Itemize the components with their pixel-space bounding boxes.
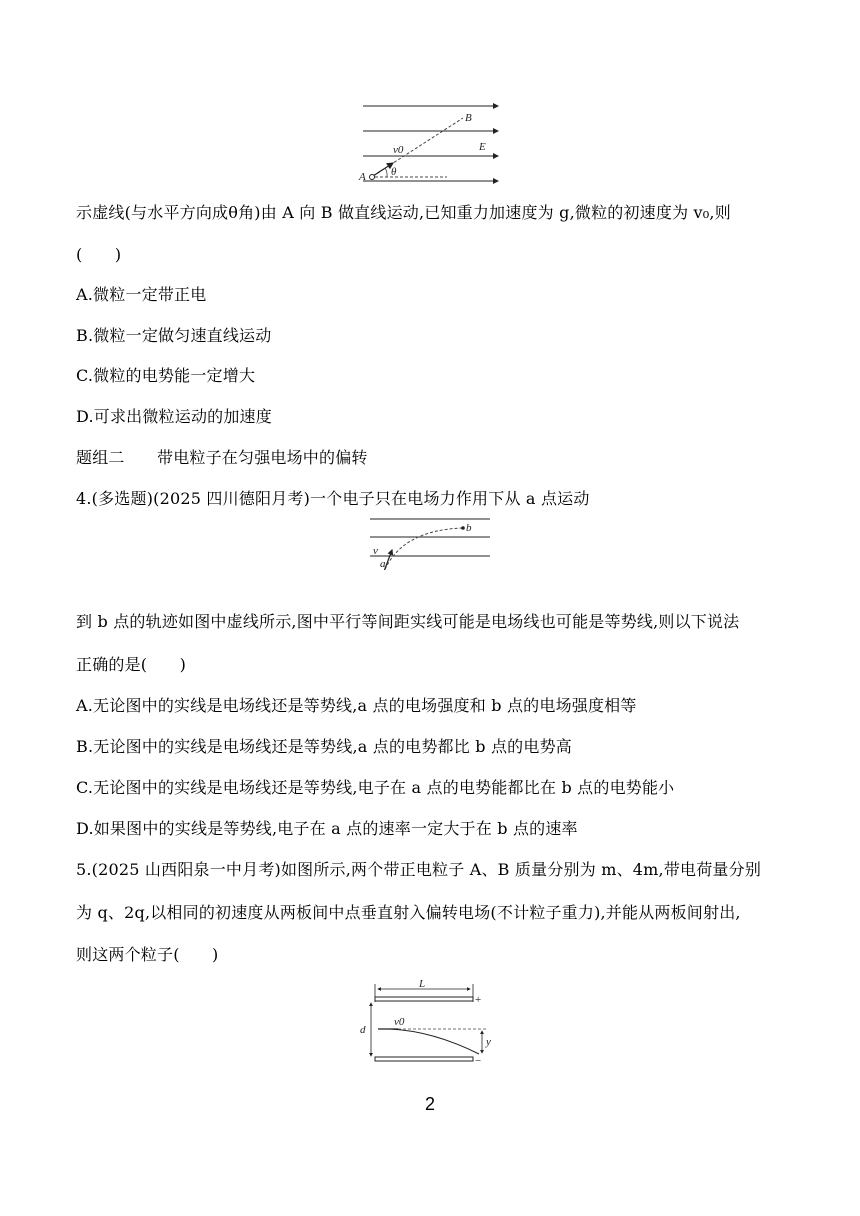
label-b: b xyxy=(466,522,472,534)
q4-option-c: C.无论图中的实线是电场线还是等势线,电子在 a 点的电势能都比在 b 点的电势能小 xyxy=(76,778,675,797)
label-v0: v0 xyxy=(394,1016,405,1028)
label-a: A xyxy=(359,171,366,183)
q3-option-d: D.可求出微粒运动的加速度 xyxy=(76,407,272,426)
q5-stem-line3: 则这两个粒子( ) xyxy=(76,945,219,964)
label-a: a xyxy=(380,558,386,570)
label-plus: + xyxy=(475,994,482,1006)
q4-stem-line1: 4.(多选题)(2025 四川德阳月考)一个电子只在电场力作用下从 a 点运动 xyxy=(76,489,590,508)
label-d: d xyxy=(360,1024,366,1036)
velocity-vector xyxy=(373,163,393,176)
q4-option-d: D.如果图中的实线是等势线,电子在 a 点的速率一定大于在 b 点的速率 xyxy=(76,819,578,838)
label-v: v xyxy=(373,545,378,557)
page-number: 2 xyxy=(424,1094,435,1114)
figure-electron-label-a xyxy=(378,555,392,569)
upper-plate xyxy=(375,997,473,1001)
label-v0: v0 xyxy=(393,144,404,156)
angle-arc xyxy=(385,168,387,177)
label-minus: − xyxy=(475,1055,482,1066)
trajectory-dashed xyxy=(383,528,463,570)
particle-a xyxy=(370,175,375,180)
q3-stem-line1: 示虚线(与水平方向成θ角)由 A 向 B 做直线运动,已知重力加速度为 g,微粒的初速度为 v₀,则 xyxy=(76,203,731,222)
q3-stem-line2: ( ) xyxy=(76,245,122,264)
figure-deflection-plates xyxy=(358,980,503,1066)
label-b: B xyxy=(465,112,472,124)
q3-option-a: A.微粒一定带正电 xyxy=(76,285,207,304)
label-theta: θ xyxy=(391,166,397,178)
q4-stem-line2: 到 b 点的轨迹如图中虚线所示,图中平行等间距实线可能是电场线也可能是等势线,则以下说法 xyxy=(76,612,740,631)
deflection-path xyxy=(390,1029,479,1054)
q5-stem-line2: 为 q、2q,以相同的初速度从两板间中点垂直射入偏转电场(不计粒子重力),并能从两板间射出, xyxy=(76,903,741,922)
q3-option-c: C.微粒的电势能一定增大 xyxy=(76,366,256,385)
q4-option-a: A.无论图中的实线是电场线还是等势线,a 点的电场强度和 b 点的电场强度相等 xyxy=(76,696,637,715)
point-b xyxy=(461,526,465,530)
q4-stem-line3: 正确的是( ) xyxy=(76,655,187,674)
q3-option-b: B.微粒一定做匀速直线运动 xyxy=(76,326,272,345)
label-l: L xyxy=(419,980,426,990)
lower-plate xyxy=(375,1057,473,1061)
figure-field-lines-ab xyxy=(355,100,505,185)
label-e: E xyxy=(479,141,486,153)
group2-heading: 题组二 带电粒子在匀强电场中的偏转 xyxy=(76,448,368,467)
q4-option-b: B.无论图中的实线是电场线还是等势线,a 点的电势都比 b 点的电势高 xyxy=(76,737,572,756)
q5-stem-line1: 5.(2025 山西阳泉一中月考)如图所示,两个带正电粒子 A、B 质量分别为 m、4m,带电荷量分别 xyxy=(76,860,762,879)
label-y: y xyxy=(486,1036,491,1048)
